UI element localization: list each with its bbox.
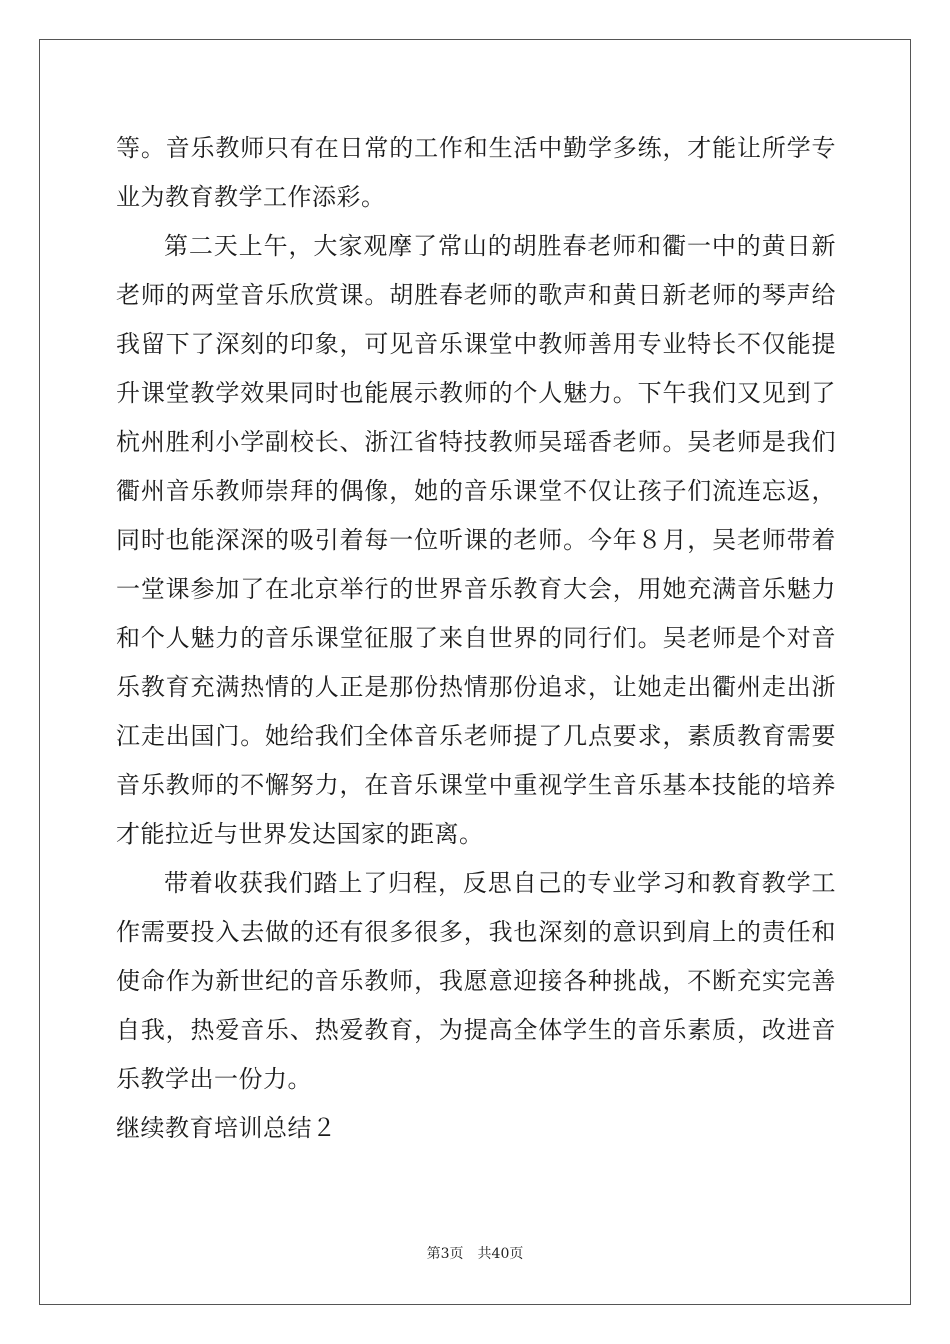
- paragraph-observation: 第二天上午，大家观摩了常山的胡胜春老师和衢一中的黄日新老师的两堂音乐欣赏课。胡胜春老师的歌声和黄日新老师的琴声给我留下了深刻的印象，可见音乐课堂中教师善用专业特长不仅能提升课堂教学效果同时也能展示教师的个人魅力。下午我们又见到了杭州胜利小学副校长、浙江省特技教师吴瑶香老师。吴老师是我们衢州音乐教师崇拜的偶像，她的音乐课堂不仅让孩子们流连忘返，同时也能深深的吸引着每一位听课的老师。今年８月，吴老师带着一堂课参加了在北京举行的世界音乐教育大会，用她充满音乐魅力和个人魅力的音乐课堂征服了来自世界的同行们。吴老师是个对音乐教育充满热情的人正是那份热情那份追求，让她走出衢州走出浙江走出国门。她给我们全体音乐老师提了几点要求，素质教育需要音乐教师的不懈努力，在音乐课堂中重视学生音乐基本技能的培养才能拉近与世界发达国家的距离。: [116, 232, 836, 848]
- paragraph-reflection: 带着收获我们踏上了归程，反思自己的专业学习和教育教学工作需要投入去做的还有很多很多，我也深刻的意识到肩上的责任和使命作为新世纪的音乐教师，我愿意迎接各种挑战，不断充实完善自我，热爱音乐、热爱教育，为提高全体学生的音乐素质，改进音乐教学出一份力。: [116, 869, 836, 1093]
- page-number: 第3页: [426, 1246, 464, 1262]
- page-footer: [0, 1244, 950, 1264]
- page-total: 共40页: [477, 1246, 524, 1262]
- document-body: [116, 124, 836, 1153]
- paragraph-continued: 等。音乐教师只有在日常的工作和生活中勤学多练，才能让所学专业为教育教学工作添彩。: [116, 134, 836, 211]
- section-heading: 继续教育培训总结２: [116, 1114, 337, 1142]
